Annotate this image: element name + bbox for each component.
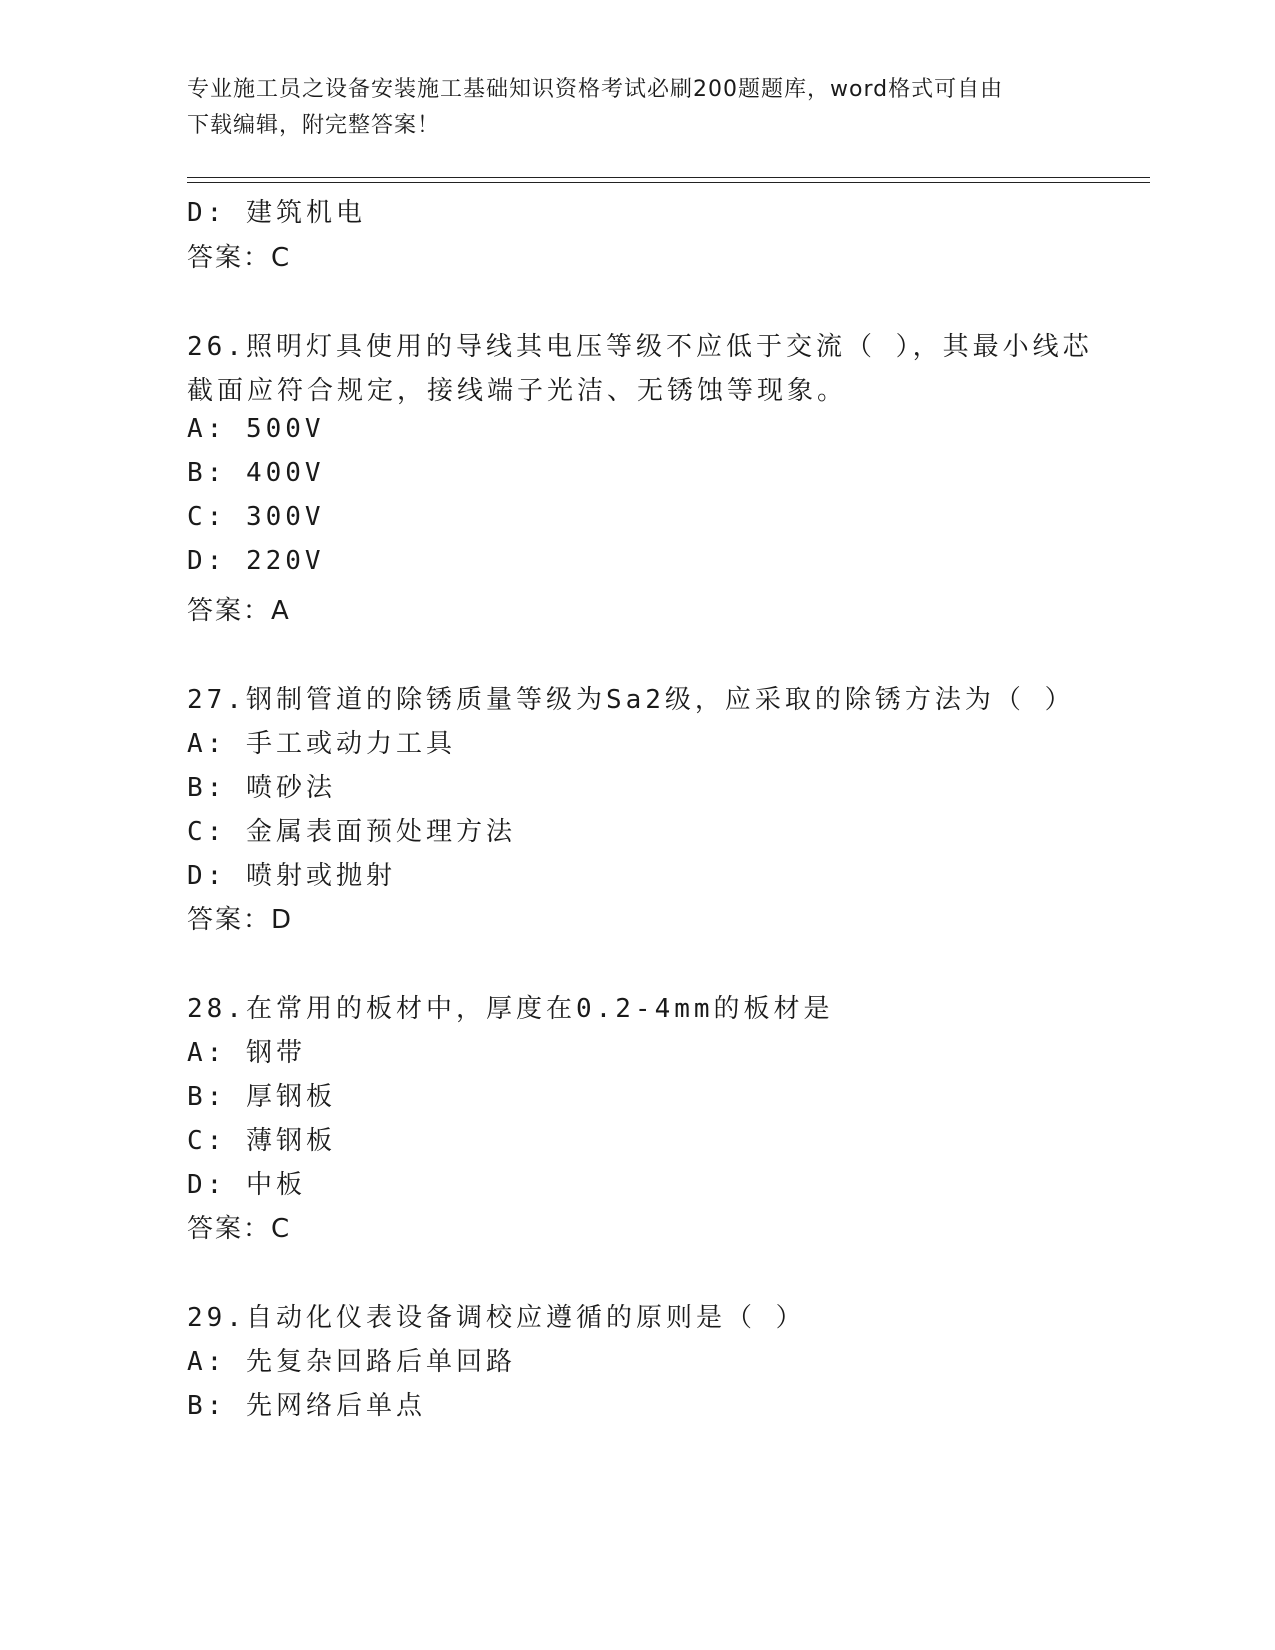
q26-option-d: D: 220V — [187, 546, 325, 576]
q27-stem: 27.钢制管道的除锈质量等级为Sa2级，应采取的除锈方法为（ ） — [187, 685, 1075, 715]
q28-stem: 28.在常用的板材中，厚度在0.2-4mm的板材是 — [187, 994, 834, 1024]
q28-option-c: C: 薄钢板 — [187, 1126, 336, 1156]
q26-option-b: B: 400V — [187, 458, 325, 488]
q28-option-d: D: 中板 — [187, 1170, 306, 1200]
q26-answer: 答案：A — [187, 596, 291, 626]
header-line-2: 下载编辑，附完整答案！ — [187, 113, 441, 138]
header-divider-bottom — [187, 182, 1150, 183]
header-divider-top — [187, 177, 1150, 178]
q27-option-a: A: 手工或动力工具 — [187, 729, 456, 759]
q26-stem-line-1: 26.照明灯具使用的导线其电压等级不应低于交流（ ），其最小线芯 — [187, 332, 1093, 362]
q25-answer: 答案：C — [187, 243, 292, 273]
q27-option-b: B: 喷砂法 — [187, 773, 336, 803]
q29-option-a: A: 先复杂回路后单回路 — [187, 1347, 516, 1377]
q27-option-d: D: 喷射或抛射 — [187, 861, 396, 891]
q26-stem-line-2: 截面应符合规定，接线端子光洁、无锈蚀等现象。 — [187, 376, 848, 406]
q28-option-b: B: 厚钢板 — [187, 1082, 336, 1112]
q27-option-c: C: 金属表面预处理方法 — [187, 817, 516, 847]
q26-option-a: A: 500V — [187, 414, 325, 444]
q29-stem: 29.自动化仪表设备调校应遵循的原则是（ ） — [187, 1303, 806, 1333]
q25-option-d: D: 建筑机电 — [187, 198, 366, 228]
document-header — [187, 72, 1087, 144]
q28-answer: 答案：C — [187, 1214, 292, 1244]
q29-option-b: B: 先网络后单点 — [187, 1391, 426, 1421]
q26-option-c: C: 300V — [187, 502, 325, 532]
header-line-1: 专业施工员之设备安装施工基础知识资格考试必刷200题题库，word格式可自由 — [187, 77, 1004, 102]
q28-option-a: A: 钢带 — [187, 1038, 306, 1068]
q27-answer: 答案：D — [187, 905, 294, 935]
